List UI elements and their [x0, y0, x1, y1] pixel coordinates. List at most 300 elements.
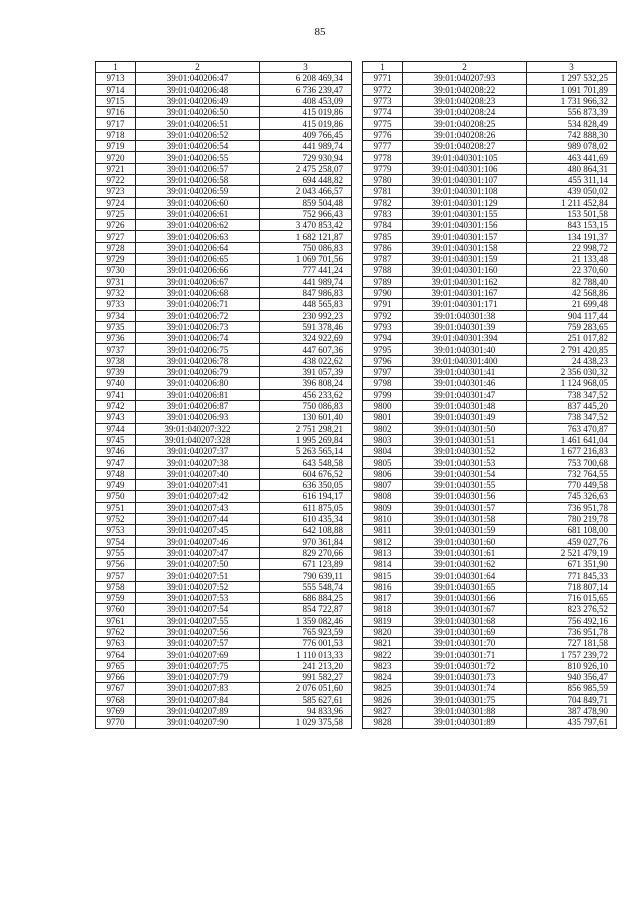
cadastral-value: 843 153,15: [527, 220, 617, 231]
row-number: 9790: [363, 287, 403, 298]
table-row: [96, 174, 352, 185]
table-row: [363, 208, 617, 219]
cadastral-value: 686 884,25: [260, 592, 352, 603]
table-row: [96, 333, 352, 344]
cadastral-number: 39:01:040207:50: [136, 559, 260, 570]
row-number: 9733: [96, 299, 136, 310]
cadastral-number: 39:01:040207:57: [136, 638, 260, 649]
table-row: [96, 694, 352, 705]
cadastral-number: 39:01:040206:80: [136, 378, 260, 389]
row-number: 9743: [96, 412, 136, 423]
row-number: 9739: [96, 367, 136, 378]
cadastral-number: 39:01:040206:79: [136, 367, 260, 378]
table-row: [363, 705, 617, 716]
cadastral-number: 39:01:040301:41: [403, 367, 527, 378]
table-row: [96, 276, 352, 287]
table-row: [363, 638, 617, 649]
cadastral-number: 39:01:040301:157: [403, 231, 527, 242]
row-number: 9827: [363, 705, 403, 716]
table-row: [363, 333, 617, 344]
table-row: [363, 649, 617, 660]
table-row: [363, 95, 617, 106]
table-row: [363, 423, 617, 434]
cadastral-value: 2 475 258,07: [260, 163, 352, 174]
cadastral-number: 39:01:040301:68: [403, 615, 527, 626]
row-number: 9719: [96, 141, 136, 152]
cadastral-number: 39:01:040301:156: [403, 220, 527, 231]
table-row: [363, 276, 617, 287]
cadastral-value: 439 050,02: [527, 186, 617, 197]
cadastral-number: 39:01:040207:56: [136, 626, 260, 637]
cadastral-number: 39:01:040206:54: [136, 141, 260, 152]
table-row: [96, 378, 352, 389]
cadastral-number: 39:01:040301:53: [403, 457, 527, 468]
table-row: [96, 412, 352, 423]
table-row: [363, 197, 617, 208]
row-number: 9796: [363, 355, 403, 366]
cadastral-number: 39:01:040207:38: [136, 457, 260, 468]
column-header: 3: [527, 62, 617, 73]
row-number: 9745: [96, 434, 136, 445]
cadastral-value: 1 682 121,87: [260, 231, 352, 242]
row-number: 9727: [96, 231, 136, 242]
cadastral-number: 39:01:040301:106: [403, 163, 527, 174]
cadastral-value: 736 951,78: [527, 502, 617, 513]
table-row: [96, 107, 352, 118]
row-number: 9765: [96, 660, 136, 671]
cadastral-value: 6 208 469,34: [260, 73, 352, 84]
row-number: 9749: [96, 479, 136, 490]
left-table: [95, 61, 352, 729]
row-number: 9824: [363, 672, 403, 683]
cadastral-value: 456 233,62: [260, 389, 352, 400]
cadastral-value: 42 568,86: [527, 287, 617, 298]
row-number: 9752: [96, 513, 136, 524]
cadastral-number: 39:01:040301:89: [403, 717, 527, 728]
row-number: 9714: [96, 84, 136, 95]
row-number: 9800: [363, 400, 403, 411]
cadastral-value: 854 722,87: [260, 604, 352, 615]
table-row: [96, 265, 352, 276]
row-number: 9787: [363, 254, 403, 265]
cadastral-value: 671 351,90: [527, 559, 617, 570]
row-number: 9722: [96, 174, 136, 185]
cadastral-number: 39:01:040206:75: [136, 344, 260, 355]
cadastral-number: 39:01:040301:70: [403, 638, 527, 649]
cadastral-value: 610 435,34: [260, 513, 352, 524]
row-number: 9803: [363, 434, 403, 445]
row-number: 9731: [96, 276, 136, 287]
cadastral-number: 39:01:040301:155: [403, 208, 527, 219]
cadastral-value: 241 213,20: [260, 660, 352, 671]
cadastral-number: 39:01:040207:93: [403, 73, 527, 84]
cadastral-number: 39:01:040206:67: [136, 276, 260, 287]
cadastral-number: 39:01:040206:65: [136, 254, 260, 265]
cadastral-value: 447 607,36: [260, 344, 352, 355]
cadastral-number: 39:01:040206:49: [136, 95, 260, 106]
cadastral-number: 39:01:040206:59: [136, 186, 260, 197]
table-row: [363, 107, 617, 118]
table-row: [96, 400, 352, 411]
row-number: 9742: [96, 400, 136, 411]
cadastral-number: 39:01:040301:69: [403, 626, 527, 637]
cadastral-number: 39:01:040206:81: [136, 389, 260, 400]
cadastral-value: 555 548,74: [260, 581, 352, 592]
row-number: 9794: [363, 333, 403, 344]
cadastral-value: 415 019,86: [260, 107, 352, 118]
row-number: 9732: [96, 287, 136, 298]
row-number: 9804: [363, 446, 403, 457]
cadastral-value: 736 951,78: [527, 626, 617, 637]
table-row: [363, 152, 617, 163]
cadastral-value: 742 888,30: [527, 129, 617, 140]
cadastral-number: 39:01:040207:45: [136, 525, 260, 536]
table-row: [363, 344, 617, 355]
page-number: 85: [314, 26, 326, 38]
cadastral-number: 39:01:040301:400: [403, 355, 527, 366]
cadastral-value: 534 828,49: [527, 118, 617, 129]
row-number: 9763: [96, 638, 136, 649]
row-number: 9805: [363, 457, 403, 468]
row-number: 9718: [96, 129, 136, 140]
cadastral-value: 1 995 269,84: [260, 434, 352, 445]
row-number: 9725: [96, 208, 136, 219]
table-row: [363, 672, 617, 683]
table-row: [363, 513, 617, 524]
table-row: [96, 491, 352, 502]
row-number: 9786: [363, 242, 403, 253]
row-number: 9811: [363, 525, 403, 536]
cadastral-number: 39:01:040301:46: [403, 378, 527, 389]
cadastral-number: 39:01:040301:74: [403, 683, 527, 694]
row-number: 9822: [363, 649, 403, 660]
table-row: [363, 570, 617, 581]
column-header: 3: [260, 62, 352, 73]
cadastral-value: 591 378,46: [260, 321, 352, 332]
cadastral-value: 752 966,43: [260, 208, 352, 219]
row-number: 9801: [363, 412, 403, 423]
cadastral-value: 6 736 239,47: [260, 84, 352, 95]
cadastral-value: 409 766,45: [260, 129, 352, 140]
cadastral-value: 671 123,89: [260, 559, 352, 570]
cadastral-value: 780 219,78: [527, 513, 617, 524]
row-number: 9818: [363, 604, 403, 615]
cadastral-value: 970 361,84: [260, 536, 352, 547]
row-number: 9779: [363, 163, 403, 174]
row-number: 9775: [363, 118, 403, 129]
cadastral-number: 39:01:040208:25: [403, 118, 527, 129]
table-row: [363, 559, 617, 570]
cadastral-value: 989 078,02: [527, 141, 617, 152]
cadastral-value: 940 356,47: [527, 672, 617, 683]
table-row: [363, 367, 617, 378]
cadastral-value: 24 438,23: [527, 355, 617, 366]
table-row: [363, 378, 617, 389]
cadastral-value: 415 019,86: [260, 118, 352, 129]
table-row: [96, 592, 352, 603]
cadastral-number: 39:01:040206:55: [136, 152, 260, 163]
cadastral-number: 39:01:040207:42: [136, 491, 260, 502]
cadastral-number: 39:01:040301:61: [403, 547, 527, 558]
cadastral-number: 39:01:040206:61: [136, 208, 260, 219]
row-number: 9828: [363, 717, 403, 728]
cadastral-value: 22 998,72: [527, 242, 617, 253]
table-row: [96, 129, 352, 140]
cadastral-number: 39:01:040301:160: [403, 265, 527, 276]
cadastral-number: 39:01:040301:38: [403, 310, 527, 321]
cadastral-number: 39:01:040207:51: [136, 570, 260, 581]
cadastral-value: 790 639,11: [260, 570, 352, 581]
table-row: [96, 559, 352, 570]
row-number: 9814: [363, 559, 403, 570]
row-number: 9825: [363, 683, 403, 694]
cadastral-number: 39:01:040301:50: [403, 423, 527, 434]
row-number: 9737: [96, 344, 136, 355]
row-number: 9734: [96, 310, 136, 321]
cadastral-value: 2 521 479,19: [527, 547, 617, 558]
cadastral-number: 39:01:040206:62: [136, 220, 260, 231]
table-row: [96, 423, 352, 434]
cadastral-value: 856 985,59: [527, 683, 617, 694]
cadastral-value: 94 833,96: [260, 705, 352, 716]
cadastral-number: 39:01:040301:39: [403, 321, 527, 332]
cadastral-value: 408 453,09: [260, 95, 352, 106]
row-number: 9808: [363, 491, 403, 502]
cadastral-number: 39:01:040207:41: [136, 479, 260, 490]
cadastral-number: 39:01:040301:394: [403, 333, 527, 344]
cadastral-value: 847 986,83: [260, 287, 352, 298]
table-row: [96, 299, 352, 310]
row-number: 9777: [363, 141, 403, 152]
row-number: 9723: [96, 186, 136, 197]
cadastral-number: 39:01:040301:171: [403, 299, 527, 310]
cadastral-value: 643 548,58: [260, 457, 352, 468]
cadastral-value: 1 731 966,32: [527, 95, 617, 106]
table-row: [363, 457, 617, 468]
cadastral-number: 39:01:040207:46: [136, 536, 260, 547]
cadastral-number: 39:01:040301:71: [403, 649, 527, 660]
cadastral-value: 438 022,62: [260, 355, 352, 366]
cadastral-number: 39:01:040207:89: [136, 705, 260, 716]
cadastral-number: 39:01:040207:40: [136, 468, 260, 479]
cadastral-value: 21 699,48: [527, 299, 617, 310]
cadastral-number: 39:01:040301:88: [403, 705, 527, 716]
table-row: [363, 400, 617, 411]
cadastral-value: 859 504,48: [260, 197, 352, 208]
row-number: 9778: [363, 152, 403, 163]
cadastral-value: 1 029 375,58: [260, 717, 352, 728]
table-row: [363, 694, 617, 705]
cadastral-value: 1 110 013,33: [260, 649, 352, 660]
cadastral-number: 39:01:040206:50: [136, 107, 260, 118]
table-row: [363, 660, 617, 671]
row-number: 9820: [363, 626, 403, 637]
cadastral-value: 1 091 701,89: [527, 84, 617, 95]
cadastral-value: 2 751 298,21: [260, 423, 352, 434]
table-row: [363, 434, 617, 445]
cadastral-value: 2 791 420,85: [527, 344, 617, 355]
row-number: 9767: [96, 683, 136, 694]
row-number: 9738: [96, 355, 136, 366]
cadastral-value: 810 926,10: [527, 660, 617, 671]
cadastral-number: 39:01:040301:57: [403, 502, 527, 513]
table-row: [96, 536, 352, 547]
cadastral-value: 770 449,58: [527, 479, 617, 490]
table-row: [96, 525, 352, 536]
column-header: 1: [96, 62, 136, 73]
row-number: 9780: [363, 174, 403, 185]
cadastral-number: 39:01:040207:54: [136, 604, 260, 615]
cadastral-value: 738 347,52: [527, 389, 617, 400]
cadastral-number: 39:01:040301:52: [403, 446, 527, 457]
cadastral-value: 82 788,40: [527, 276, 617, 287]
table-row: [363, 412, 617, 423]
cadastral-number: 39:01:040207:43: [136, 502, 260, 513]
table-row: [96, 717, 352, 728]
cadastral-value: 776 001,53: [260, 638, 352, 649]
cadastral-value: 480 864,31: [527, 163, 617, 174]
cadastral-value: 904 117,44: [527, 310, 617, 321]
cadastral-number: 39:01:040208:22: [403, 84, 527, 95]
cadastral-value: 2 043 466,57: [260, 186, 352, 197]
table-row: [96, 446, 352, 457]
cadastral-value: 1 677 216,83: [527, 446, 617, 457]
cadastral-number: 39:01:040206:47: [136, 73, 260, 84]
cadastral-value: 991 582,27: [260, 672, 352, 683]
row-number: 9758: [96, 581, 136, 592]
row-number: 9713: [96, 73, 136, 84]
table-row: [96, 367, 352, 378]
row-number: 9813: [363, 547, 403, 558]
cadastral-value: 1 757 239,72: [527, 649, 617, 660]
cadastral-number: 39:01:040207:75: [136, 660, 260, 671]
row-number: 9771: [363, 73, 403, 84]
row-number: 9762: [96, 626, 136, 637]
cadastral-value: 251 017,82: [527, 333, 617, 344]
cadastral-number: 39:01:040206:73: [136, 321, 260, 332]
table-row: [96, 186, 352, 197]
cadastral-number: 39:01:040301:105: [403, 152, 527, 163]
cadastral-number: 39:01:040207:83: [136, 683, 260, 694]
table-row: [96, 197, 352, 208]
row-number: 9788: [363, 265, 403, 276]
table-row: [363, 581, 617, 592]
table-row: [363, 265, 617, 276]
cadastral-number: 39:01:040301:129: [403, 197, 527, 208]
cadastral-value: 727 181,58: [527, 638, 617, 649]
cadastral-value: 763 470,87: [527, 423, 617, 434]
table-row: [363, 220, 617, 231]
cadastral-number: 39:01:040206:78: [136, 355, 260, 366]
cadastral-number: 39:01:040301:67: [403, 604, 527, 615]
cadastral-number: 39:01:040206:68: [136, 287, 260, 298]
table-row: [363, 604, 617, 615]
cadastral-number: 39:01:040207:328: [136, 434, 260, 445]
row-number: 9785: [363, 231, 403, 242]
table-row: [96, 163, 352, 174]
row-number: 9724: [96, 197, 136, 208]
row-number: 9772: [363, 84, 403, 95]
cadastral-value: 2 076 051,60: [260, 683, 352, 694]
cadastral-number: 39:01:040301:48: [403, 400, 527, 411]
row-number: 9759: [96, 592, 136, 603]
row-number: 9791: [363, 299, 403, 310]
row-number: 9768: [96, 694, 136, 705]
cadastral-value: 750 086,83: [260, 242, 352, 253]
column-header: 2: [136, 62, 260, 73]
table-row: [363, 491, 617, 502]
cadastral-number: 39:01:040301:107: [403, 174, 527, 185]
cadastral-value: 387 478,90: [527, 705, 617, 716]
cadastral-number: 39:01:040301:56: [403, 491, 527, 502]
table-row: [96, 468, 352, 479]
table-row: [96, 649, 352, 660]
row-number: 9757: [96, 570, 136, 581]
row-number: 9782: [363, 197, 403, 208]
cadastral-value: 732 764,55: [527, 468, 617, 479]
cadastral-value: 694 448,82: [260, 174, 352, 185]
cadastral-value: 391 057,39: [260, 367, 352, 378]
row-number: 9746: [96, 446, 136, 457]
table-row: [363, 355, 617, 366]
row-number: 9744: [96, 423, 136, 434]
cadastral-number: 39:01:040206:64: [136, 242, 260, 253]
row-number: 9795: [363, 344, 403, 355]
row-number: 9755: [96, 547, 136, 558]
cadastral-value: 616 194,17: [260, 491, 352, 502]
table-row: [96, 479, 352, 490]
table-row: [363, 174, 617, 185]
cadastral-value: 771 845,33: [527, 570, 617, 581]
row-number: 9740: [96, 378, 136, 389]
row-number: 9764: [96, 649, 136, 660]
cadastral-value: 463 441,69: [527, 152, 617, 163]
cadastral-value: 718 807,14: [527, 581, 617, 592]
table-row: [96, 638, 352, 649]
cadastral-value: 459 027,76: [527, 536, 617, 547]
cadastral-value: 396 808,24: [260, 378, 352, 389]
table-row: [96, 310, 352, 321]
cadastral-value: 777 441,24: [260, 265, 352, 276]
cadastral-value: 642 108,88: [260, 525, 352, 536]
table-row: [96, 118, 352, 129]
right-table: [362, 61, 617, 729]
cadastral-number: 39:01:040207:79: [136, 672, 260, 683]
cadastral-number: 39:01:040301:73: [403, 672, 527, 683]
cadastral-value: 829 270,66: [260, 547, 352, 558]
table-row: [363, 592, 617, 603]
cadastral-number: 39:01:040207:322: [136, 423, 260, 434]
cadastral-number: 39:01:040301:162: [403, 276, 527, 287]
row-number: 9821: [363, 638, 403, 649]
table-row: [96, 73, 352, 84]
cadastral-number: 39:01:040301:167: [403, 287, 527, 298]
cadastral-value: 759 283,65: [527, 321, 617, 332]
cadastral-value: 636 350,05: [260, 479, 352, 490]
table-row: [96, 513, 352, 524]
table-row: [96, 287, 352, 298]
cadastral-value: 756 492,16: [527, 615, 617, 626]
table-row: [363, 73, 617, 84]
row-number: 9784: [363, 220, 403, 231]
row-number: 9774: [363, 107, 403, 118]
cadastral-number: 39:01:040208:23: [403, 95, 527, 106]
row-number: 9736: [96, 333, 136, 344]
cadastral-number: 39:01:040207:84: [136, 694, 260, 705]
row-number: 9751: [96, 502, 136, 513]
row-number: 9754: [96, 536, 136, 547]
cadastral-value: 230 992,23: [260, 310, 352, 321]
